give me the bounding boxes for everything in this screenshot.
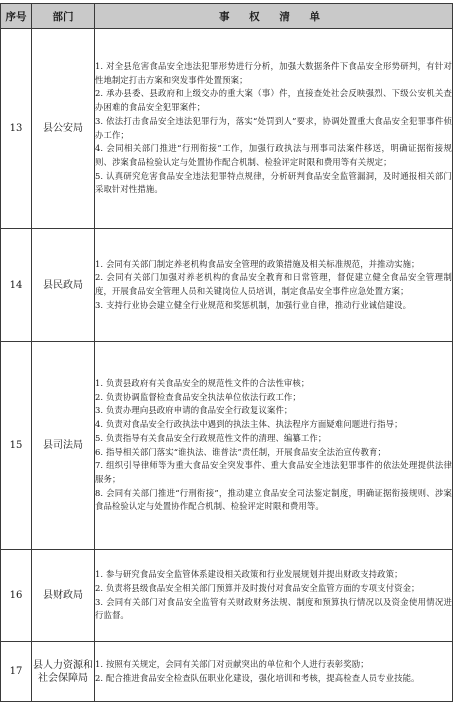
row-number: 17 bbox=[1, 642, 32, 702]
table-row bbox=[1, 642, 453, 702]
duty-table bbox=[0, 3, 453, 702]
header-department: 部门 bbox=[32, 4, 95, 29]
row-department: 县民政局 bbox=[32, 229, 95, 342]
duty-item: 2. 负责协调监督检查食品安全执法单位依法行政工作； bbox=[95, 391, 301, 402]
duty-item: 5. 认真研究危害食品安全违法犯罪特点规律，分析研判食品安全监管漏洞，及时通报相关部门采取针对性措施。 bbox=[95, 170, 452, 195]
duty-item: 2. 承办县委、县政府和上级交办的重大案（事）件，直接查处社会反映强烈、下级公安机关查办困难的食品安全犯罪案件； bbox=[95, 88, 452, 113]
duty-item: 1. 按照有关规定，会同有关部门对贡献突出的单位和个人进行表彰奖励； bbox=[95, 658, 369, 669]
table-row bbox=[1, 342, 453, 550]
row-duties bbox=[95, 642, 453, 702]
duty-item: 1. 参与研究食品安全监管体系建设相关政策和行业发展规划并提出财政支持政策； bbox=[95, 569, 403, 580]
duty-item: 2. 会同有关部门加强对养老机构的食品安全教育和日常管理，督促建立健全食品安全管理制度，开展食品安全管理人员和关键岗位人员培训，制定食品安全事件应急处置方案； bbox=[95, 272, 452, 296]
header-duties: 事 权 清 单 bbox=[95, 4, 453, 29]
duty-item: 4. 会同相关部门推进“行刑衔接”工作，加强行政执法与刑事司法案件移送，明确证据衔接规则、涉案食品检验认定与处置协作配合机制、检验评定时限和费用等有关规定； bbox=[95, 143, 452, 167]
row-number: 16 bbox=[1, 550, 32, 642]
table-row bbox=[1, 550, 453, 642]
row-duties bbox=[95, 29, 453, 229]
duty-item: 3. 负责办理向县政府申请的食品安全行政复议案件； bbox=[95, 405, 293, 416]
duty-item: 6. 指导相关部门落实“谁执法、谁普法”责任制，开展食品安全法治宣传教育； bbox=[95, 446, 386, 457]
table-row bbox=[1, 29, 453, 229]
duty-item: 5. 负责指导有关食品安全行政规范性文件的清理、编纂工作； bbox=[95, 432, 327, 443]
duty-item: 8. 会同有关部门推进“行刑衔接”，推动建立食品安全司法鉴定制度，明确证据衔接规则、涉案食品检验认定与处置协作配合机制、检验评定时限和费用等。 bbox=[95, 487, 452, 512]
table-header-row bbox=[1, 4, 453, 29]
table-row bbox=[1, 229, 453, 342]
duty-item: 3. 依法打击食品安全违法犯罪行为，落实“处罚到人”要求，协调处置重大食品安全犯罪事件侦办工作； bbox=[95, 115, 452, 140]
duty-item: 1. 负责县政府有关食品安全的规范性文件的合法性审核； bbox=[95, 377, 310, 388]
row-duties bbox=[95, 229, 453, 342]
row-duties bbox=[95, 550, 453, 642]
duty-item: 7. 组织引导律师等为重大食品安全突发事件、重大食品安全违法犯罪事件的依法处理提供法律服务； bbox=[95, 460, 452, 484]
duty-item: 3. 会同有关部门对食品安全监管有关财政财务法规、制度和预算执行情况以及资金使用情况进行监督。 bbox=[95, 596, 452, 621]
row-department: 县公安局 bbox=[32, 29, 95, 229]
duty-item: 4. 负责对食品安全行政执法中遇到的执法主体、执法程序方面疑难问题进行指导； bbox=[95, 419, 403, 430]
duty-item: 3. 支持行业协会建立健全行业规范和奖惩机制，加强行业自律，推动行业诚信建设。 bbox=[95, 299, 412, 310]
row-number: 14 bbox=[1, 229, 32, 342]
row-department: 县司法局 bbox=[32, 342, 95, 550]
header-number: 序号 bbox=[1, 4, 32, 29]
row-department: 县人力资源和社会保障局 bbox=[32, 642, 95, 702]
row-department: 县财政局 bbox=[32, 550, 95, 642]
row-duties bbox=[95, 342, 453, 550]
row-number: 13 bbox=[1, 29, 32, 229]
row-number: 15 bbox=[1, 342, 32, 550]
duty-item: 1. 对全县危害食品安全违法犯罪形势进行分析，加强大数据条件下食品安全形势研判，有针对性地制定打击方案和突发事件处置预案； bbox=[95, 60, 452, 85]
duty-item: 2. 负责将县级食品安全相关部门预算并及时拨付对食品安全监管方面的专项支付资金； bbox=[95, 582, 420, 593]
duty-item: 1. 会同有关部门制定养老机构食品安全管理的政策措施及相关标准规范，并推动实施； bbox=[95, 258, 420, 269]
duty-item: 2. 配合推进食品安全检查队伍职业化建设，强化培训和考核，提高检查人员专业技能。 bbox=[95, 672, 420, 683]
